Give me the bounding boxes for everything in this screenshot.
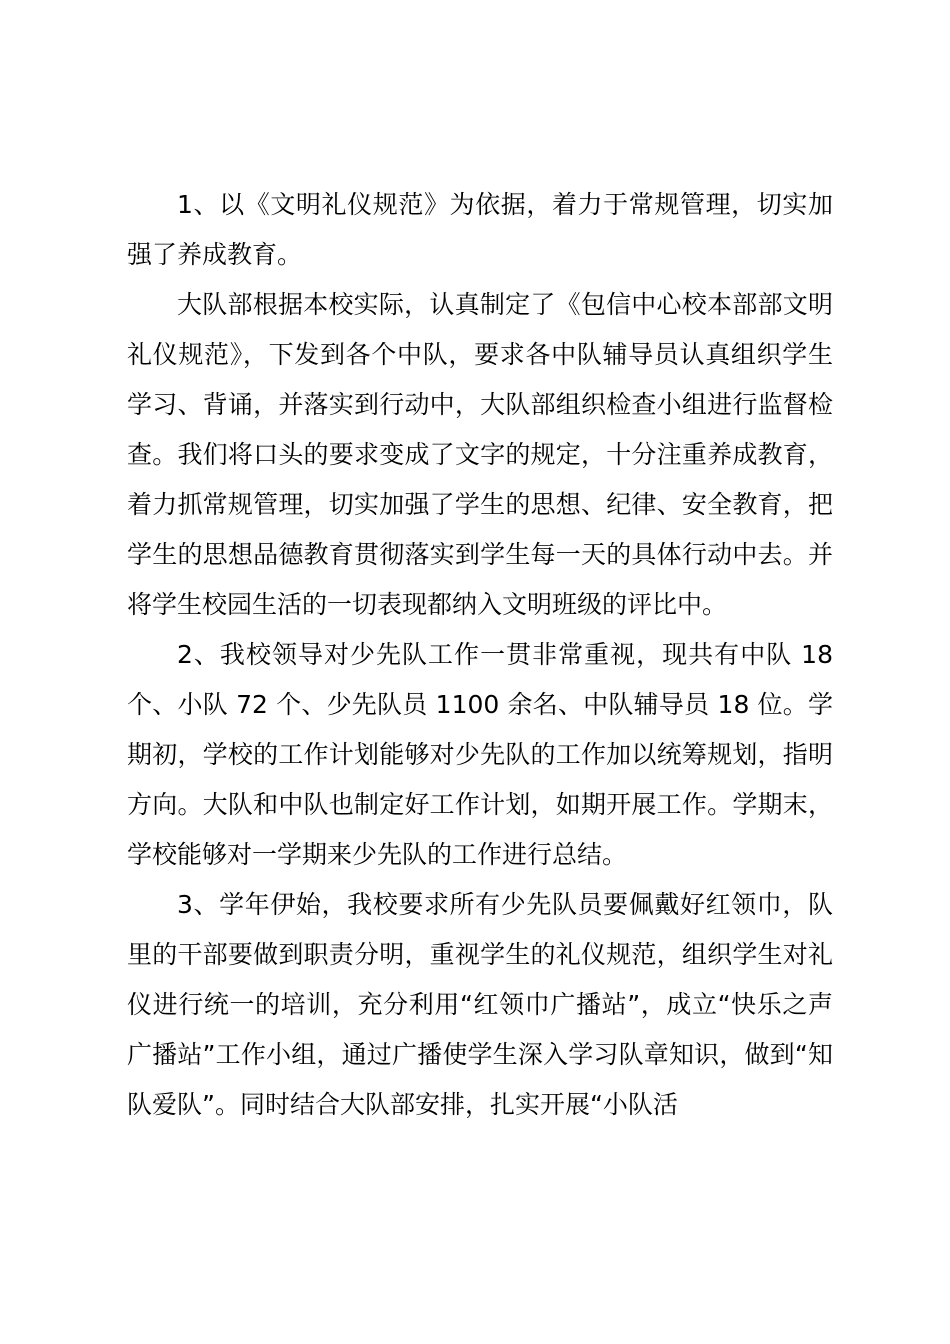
paragraph-1: 1、以《文明礼仪规范》为依据，着力于常规管理，切实加强了养成教育。 — [127, 190, 833, 269]
paragraph-3: 2、我校领导对少先队工作一贯非常重视，现共有中队 18 个、小队 72 个、少先队员 1100 余名、中队辅导员 18 位。学期初，学校的工作计划能够对少先队的工作加以统筹规划，指明方向。大队和中队也制定好工作计划，如期开展工作。学期末，学校能够对一学期来少先队的工作进行总结。 — [127, 640, 833, 869]
paragraph-2: 大队部根据本校实际，认真制定了《包信中心校本部部文明礼仪规范》，下发到各个中队，要求各中队辅导员认真组织学生学习、背诵，并落实到行动中，大队部组织检查小组进行监督检查。我们将口头的要求变成了文字的规定，十分注重养成教育，着力抓常规管理，切实加强了学生的思想、纪律、安全教育，把学生的思想品德教育贯彻落实到学生每一天的具体行动中去。并将学生校园生活的一切表现都纳入文明班级的评比中。 — [127, 290, 833, 619]
paragraph-4: 3、学年伊始，我校要求所有少先队员要佩戴好红领巾，队里的干部要做到职责分明，重视学生的礼仪规范，组织学生对礼仪进行统一的培训，充分利用“红领巾广播站”，成立“快乐之声广播站”工作小组，通过广播使学生深入学习队章知识，做到“知队爱队”。同时结合大队部安排，扎实开展“小队活 — [127, 890, 833, 1119]
document-body — [127, 180, 833, 1130]
